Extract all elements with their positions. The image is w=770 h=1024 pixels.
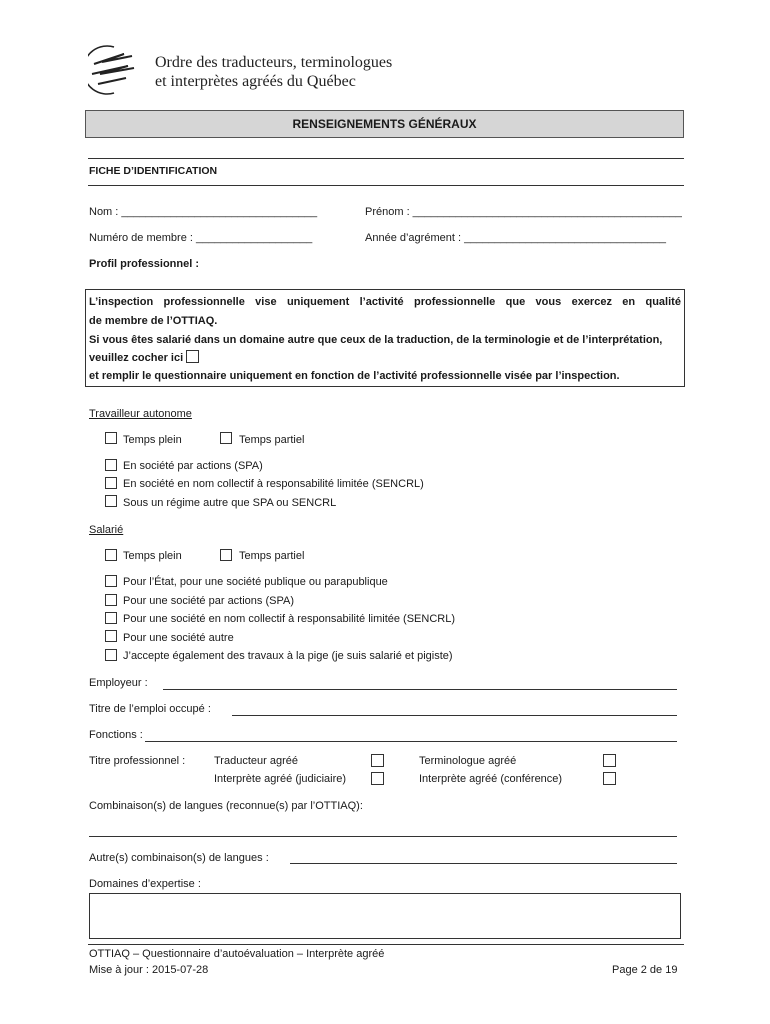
titre-emploi-label: Titre de l’emploi occupé :: [89, 703, 211, 715]
notice-line4: veuillez cocher ici: [89, 352, 184, 364]
autonome-temps-plein-label: Temps plein: [123, 434, 182, 446]
section-title-box: [85, 110, 684, 138]
salarie-pige-label: J’accepte également des travaux à la pige (je suis salarié et pigiste): [123, 650, 453, 662]
autonome-sencrl-checkbox[interactable]: [105, 477, 117, 489]
footer-update-date: Mise à jour : 2015-07-28: [89, 964, 209, 976]
profil-label: Profil professionnel :: [89, 258, 200, 270]
combinaisons-input-line[interactable]: [89, 836, 677, 837]
salarie-etat-label: Pour l’État, pour une société publique ou parapublique: [123, 576, 388, 588]
titre-professionnel-label: Titre professionnel :: [89, 755, 186, 767]
ottiaq-logo-icon: [88, 44, 144, 96]
terminologue-agree-checkbox[interactable]: [603, 754, 616, 767]
salarie-temps-partiel-checkbox[interactable]: [220, 549, 232, 561]
salarie-temps-plein-label: Temps plein: [123, 550, 182, 562]
autonome-spa-label: En société par actions (SPA): [123, 460, 263, 472]
interprete-conference-checkbox[interactable]: [603, 772, 616, 785]
notice-line2: de membre de l’OTTIAQ.: [89, 315, 218, 327]
traducteur-agree-label: Traducteur agréé: [214, 755, 298, 767]
salarie-sencrl-label: Pour une société en nom collectif à responsabilité limitée (SENCRL): [123, 613, 455, 625]
notice-line3: Si vous êtes salarié dans un domaine autre que ceux de la traduction, de la terminologie et de l’interprétation,: [89, 334, 663, 346]
salarie-sencrl-checkbox[interactable]: [105, 612, 117, 624]
interprete-judiciaire-checkbox[interactable]: [371, 772, 384, 785]
autonome-temps-plein-checkbox[interactable]: [105, 432, 117, 444]
org-name-line2: et interprètes agréés du Québec: [155, 73, 356, 90]
autonome-heading: Travailleur autonome: [89, 408, 192, 420]
autonome-temps-partiel-checkbox[interactable]: [220, 432, 232, 444]
salarie-etat-checkbox[interactable]: [105, 575, 117, 587]
salarie-temps-plein-checkbox[interactable]: [105, 549, 117, 561]
salarie-autre-domaine-checkbox[interactable]: [186, 350, 199, 363]
salarie-spa-label: Pour une société par actions (SPA): [123, 595, 294, 607]
divider-top: [88, 158, 684, 159]
salarie-spa-checkbox[interactable]: [105, 594, 117, 606]
traducteur-agree-checkbox[interactable]: [371, 754, 384, 767]
salarie-autre-societe-checkbox[interactable]: [105, 630, 117, 642]
salarie-autre-societe-label: Pour une société autre: [123, 632, 234, 644]
autres-combinaisons-label: Autre(s) combinaison(s) de langues :: [89, 852, 269, 864]
autonome-spa-checkbox[interactable]: [105, 459, 117, 471]
page-number: Page 2 de 19: [612, 964, 678, 976]
notice-line5: et remplir le questionnaire uniquement en fonction de l’activité professionnelle visée par l’inspection.: [89, 370, 620, 382]
fonctions-input-line[interactable]: [145, 741, 677, 742]
fiche-title: FICHE D’IDENTIFICATION: [89, 165, 218, 177]
footer-divider: [88, 944, 684, 945]
annee-agrement-field[interactable]: Année d’agrément : _________________________________: [365, 232, 666, 244]
org-name-line1: Ordre des traducteurs, terminologues: [155, 54, 393, 71]
interprete-judiciaire-label: Interprète agréé (judiciaire): [214, 773, 347, 785]
interprete-conference-label: Interprète agréé (conférence): [419, 773, 563, 785]
section-title: RENSEIGNEMENTS GÉNÉRAUX: [292, 117, 477, 131]
terminologue-agree-label: Terminologue agréé: [419, 755, 517, 767]
combinaisons-label: Combinaison(s) de langues (reconnue(s) par l’OTTIAQ):: [89, 800, 363, 812]
nom-field[interactable]: Nom : ________________________________: [89, 206, 318, 218]
divider-bottom: [88, 185, 684, 186]
titre-emploi-input-line[interactable]: [232, 715, 677, 716]
numero-membre-field[interactable]: Numéro de membre : ___________________: [89, 232, 313, 244]
notice-line1: L’inspection professionnelle vise uniquement l’activité professionnelle que vous exercez en qualité: [89, 296, 681, 308]
employeur-input-line[interactable]: [163, 689, 677, 690]
autres-combinaisons-input-line[interactable]: [290, 863, 677, 864]
autonome-sencrl-label: En société en nom collectif à responsabilité limitée (SENCRL): [123, 478, 424, 490]
salarie-heading: Salarié: [89, 524, 124, 536]
domaines-textarea[interactable]: [89, 893, 681, 939]
domaines-label: Domaines d’expertise :: [89, 878, 201, 890]
employeur-label: Employeur :: [89, 677, 148, 689]
autonome-autre-regime-checkbox[interactable]: [105, 495, 117, 507]
salarie-temps-partiel-label: Temps partiel: [239, 550, 305, 562]
salarie-pige-checkbox[interactable]: [105, 649, 117, 661]
fonctions-label: Fonctions :: [89, 729, 143, 741]
footer-title: OTTIAQ – Questionnaire d’autoévaluation – Interprète agréé: [89, 948, 385, 960]
autonome-autre-regime-label: Sous un régime autre que SPA ou SENCRL: [123, 497, 337, 509]
prenom-field[interactable]: Prénom : ____________________________________________: [365, 206, 682, 218]
autonome-temps-partiel-label: Temps partiel: [239, 434, 305, 446]
